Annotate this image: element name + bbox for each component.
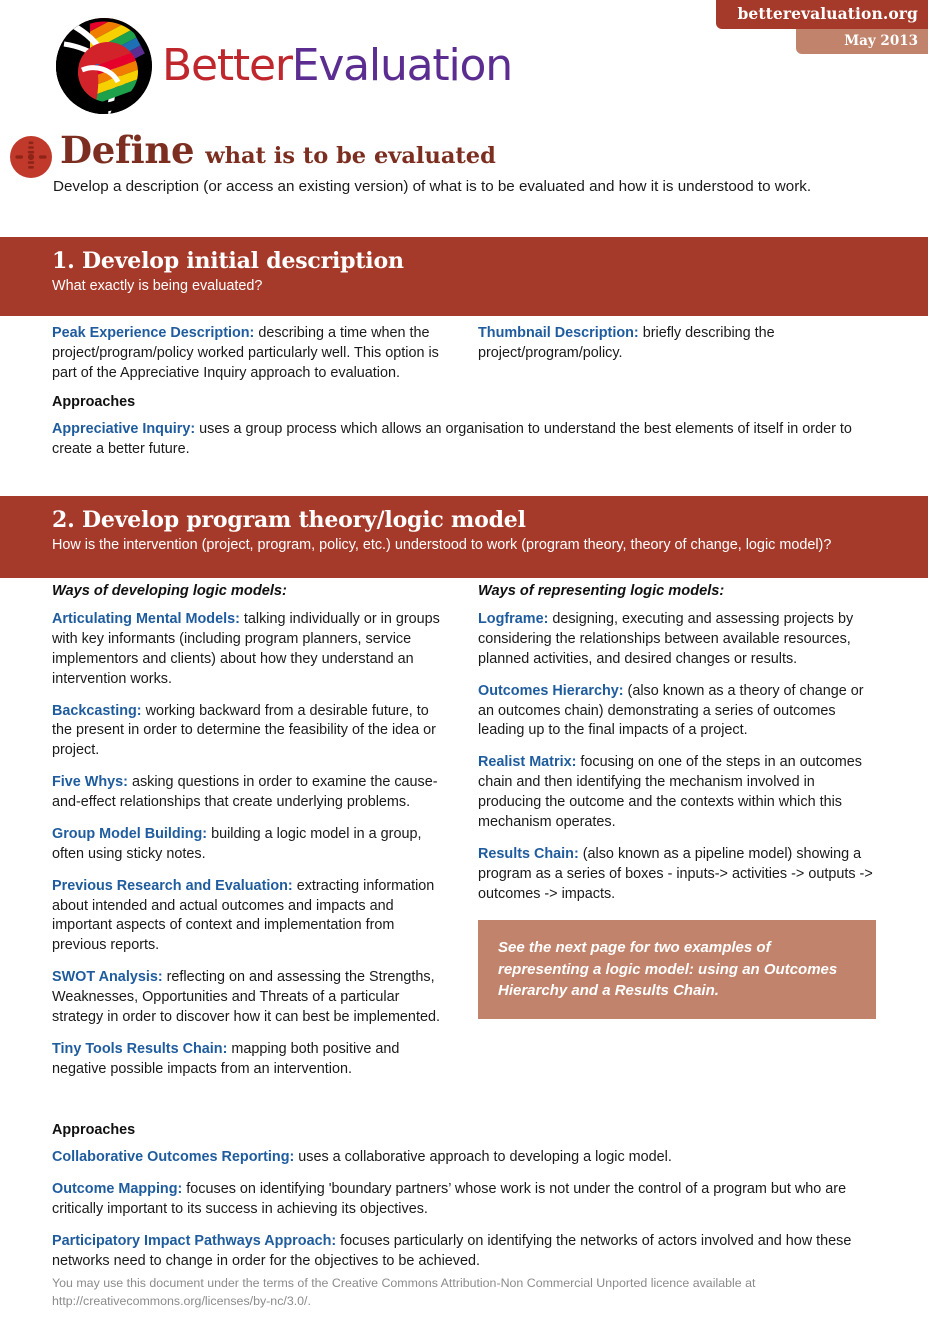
method-name: Articulating Mental Models: [52, 611, 240, 627]
section-2-band [0, 496, 928, 578]
page-title-row [8, 128, 496, 180]
section-1-left-column [52, 324, 450, 384]
header-badges [668, 0, 928, 54]
method-description: reflecting on and assessing the Strengths, Weaknesses, Opportunities and Threats of a particular strategy in order to discover how it can best be implemented. [52, 969, 440, 1025]
method-description: describing a time when the project/program/policy worked particularly well. This option is part of the Appreciative Inquiry approach to evaluation. [52, 325, 439, 381]
section-1-approaches-label: Approaches [52, 393, 136, 410]
date-badge: May 2013 [796, 29, 928, 54]
define-target-icon [8, 134, 54, 180]
method-entry[interactable] [52, 773, 450, 813]
approach-description: focuses on identifying 'boundary partners’ whose work is not under the control of a program but who are critically important to its success in achieving its objectives. [52, 1180, 847, 1217]
method-entry[interactable] [52, 324, 450, 384]
page-title-main: Define [60, 128, 195, 172]
method-description: asking questions in order to examine the cause-and-effect relationships that create underlying problems. [52, 774, 438, 810]
method-entry[interactable] [52, 702, 450, 762]
method-description: (also known as a pipeline model) showing a program as a series of boxes - inputs-> activities -> outputs -> outcomes -> impacts. [478, 845, 873, 902]
page-title [60, 128, 496, 172]
approach-description: uses a collaborative approach to developing a logic model. [294, 1149, 672, 1165]
section-2-left-column [52, 583, 450, 1080]
method-name: Previous Research and Evaluation: [52, 877, 293, 894]
method-description: focusing on one of the steps in an outcomes chain and then identifying the mechanism involved in producing the outcome and the contexts within which this mechanism operates. [478, 754, 862, 830]
approach-name: Appreciative Inquiry: [52, 420, 196, 437]
section-1-heading: 1. Develop initial description [52, 248, 404, 274]
method-name: Results Chain: [478, 845, 579, 862]
approach-description: focuses particularly on identifying the networks of actors involved and how these networks need to change in order for the objectives to be achieved. [52, 1232, 852, 1269]
section-1-right-column [478, 324, 876, 384]
method-entry[interactable] [478, 845, 876, 905]
section-2-right-column [478, 583, 876, 1080]
section-2-approaches [52, 1122, 876, 1310]
left-column-heading: Ways of developing logic models: [52, 583, 287, 599]
right-column-heading: Ways of representing logic models: [478, 583, 725, 599]
method-description: working backward from a desirable future, to the present in order to determine the feasibility of the idea or project. [52, 702, 436, 759]
method-description: talking individually or in groups with key informants (including program planners, service implementors and clients) about how they understand an intervention works. [52, 611, 440, 687]
method-name: Group Model Building: [52, 825, 208, 842]
method-name: Five Whys: [52, 774, 128, 791]
method-description: building a logic model in a group, often using sticky notes. [52, 825, 422, 862]
method-name: Peak Experience Description: [52, 325, 255, 341]
method-entry[interactable] [478, 682, 876, 742]
website-url-badge: betterevaluation.org [716, 0, 928, 29]
method-entry[interactable] [478, 324, 876, 364]
approach-name: Collaborative Outcomes Reporting: [52, 1149, 295, 1165]
method-description: extracting information about intended and actual outcomes and impacts and important aspects of context and implementation from previous reports. [52, 877, 435, 954]
approach-description: uses a group process which allows an organisation to understand the best elements of itself in order to create a better future. [52, 420, 852, 457]
method-entry[interactable] [52, 825, 450, 865]
section-1-columns [52, 324, 876, 384]
method-description: briefly describing the project/program/policy. [478, 325, 775, 361]
method-entry[interactable] [52, 1040, 450, 1080]
section-2-columns [52, 583, 876, 1080]
approach-name: Participatory Impact Pathways Approach: [52, 1232, 337, 1249]
method-description: mapping both positive and negative possible impacts from an intervention. [52, 1040, 400, 1077]
method-entry[interactable] [478, 753, 876, 833]
wordmark-evaluation: Evaluation [291, 40, 512, 91]
brand-wordmark [162, 40, 512, 91]
method-name: Logframe: [478, 611, 549, 627]
method-description: designing, executing and assessing projects by considering the relationships between available resources, planned activities, and desired changes or results. [478, 611, 854, 667]
method-name: Tiny Tools Results Chain: [52, 1040, 228, 1057]
method-entry[interactable] [52, 968, 450, 1028]
method-name: Outcomes Hierarchy: [478, 682, 624, 699]
wordmark-better: Better [162, 40, 292, 91]
brand-logo-row [52, 14, 512, 118]
section-1-content [52, 324, 876, 471]
section-2-question: How is the intervention (project, program, policy, etc.) understood to work (program theory, theory of change, logic model)? [52, 536, 832, 553]
approach-entry[interactable] [52, 1148, 876, 1168]
method-entry[interactable] [52, 877, 450, 957]
page-title-subtitle: what is to be evaluated [205, 143, 496, 169]
method-entry[interactable] [52, 610, 450, 690]
method-description: (also known as a theory of change or an outcomes chain) demonstrating a series of outcomes leading up to the final impacts of a project. [478, 682, 864, 739]
approach-entry[interactable] [52, 1180, 876, 1220]
method-name: Realist Matrix: [478, 754, 577, 771]
page-description: Develop a description (or access an existing version) of what is to be evaluated and how it is understood to work. [53, 178, 812, 195]
method-name: Backcasting: [52, 702, 142, 719]
method-name: SWOT Analysis: [52, 969, 163, 986]
method-name: Thumbnail Description: [478, 325, 639, 341]
approach-entry[interactable] [52, 1232, 876, 1272]
next-page-callout: See the next page for two examples of representing a logic model: using an Outcomes Hierarchy and a Results Chain. [478, 920, 876, 1019]
section-2-content [52, 583, 876, 1080]
approach-entry[interactable] [52, 420, 876, 460]
section-1-band [0, 237, 928, 316]
method-entry[interactable] [478, 610, 876, 670]
section-2-approaches-label: Approaches [52, 1122, 136, 1138]
section-1-question: What exactly is being evaluated? [52, 277, 263, 294]
section-2-heading: 2. Develop program theory/logic model [52, 507, 526, 533]
license-text: You may use this document under the terms of the Creative Commons Attribution-Non Commercial Unported licence available at http://creativecommons.org/licenses/by-nc/3.0/. [52, 1276, 756, 1308]
betterevaluation-logo-icon [52, 14, 156, 118]
approach-name: Outcome Mapping: [52, 1180, 183, 1197]
